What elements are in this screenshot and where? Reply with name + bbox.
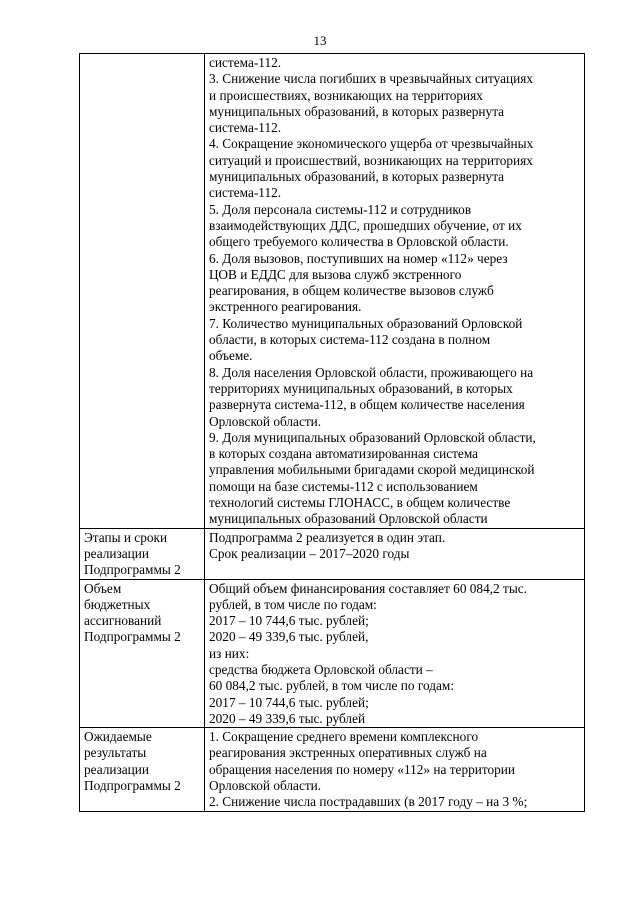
content-line: из них: bbox=[209, 645, 250, 661]
content-line: реагирования экстренных оперативных служб на bbox=[209, 745, 487, 761]
table-row bbox=[80, 728, 585, 811]
content-line: управления мобильными бригадами скорой медицинской bbox=[209, 462, 535, 478]
content-line: ЦОВ и ЕДДС для вызова служб экстренного bbox=[209, 266, 462, 282]
content-line: территориях муниципальных образований, в которых bbox=[209, 380, 513, 396]
label-line: ассигнований bbox=[84, 613, 162, 629]
content-line: 2020 – 49 339,6 тыс. рублей bbox=[209, 710, 366, 726]
table-row bbox=[80, 54, 585, 529]
label-line: Подпрограммы 2 bbox=[84, 562, 181, 578]
label-line: бюджетных bbox=[84, 596, 151, 612]
content-line: области, в которых система-112 создана в полном bbox=[209, 332, 491, 348]
label-line: Объем bbox=[84, 580, 122, 596]
content-line: 4. Сокращение экономического ущерба от чрезвычайных bbox=[209, 136, 534, 152]
content-line: реагирования, в общем количестве вызовов служб bbox=[209, 283, 494, 299]
content-line: технологий системы ГЛОНАСС, в общем количестве bbox=[209, 495, 511, 511]
content-line: экстренного реагирования. bbox=[209, 299, 362, 315]
label-line: Этапы и сроки bbox=[84, 529, 168, 545]
content-line: Срок реализации – 2017–2020 годы bbox=[209, 545, 410, 561]
content-line bbox=[209, 562, 581, 578]
content-line: 9. Доля муниципальных образований Орловской области, bbox=[209, 429, 536, 445]
row-content-cell bbox=[205, 728, 585, 811]
row-content-cell bbox=[205, 528, 585, 579]
content-line: Орловской области. bbox=[209, 413, 322, 429]
content-line: 2017 – 10 744,6 тыс. рублей; bbox=[209, 694, 369, 710]
content-line: обращения населения по номеру «112» на территории bbox=[209, 761, 516, 777]
row-label-cell bbox=[80, 728, 205, 811]
label-line: реализации bbox=[84, 545, 149, 561]
label-line: Подпрограммы 2 bbox=[84, 629, 181, 645]
content-line: 2017 – 10 744,6 тыс. рублей; bbox=[209, 613, 369, 629]
content-line: средства бюджета Орловской области – bbox=[209, 661, 433, 677]
content-line: Орловской области. bbox=[209, 778, 322, 794]
table-row bbox=[80, 528, 585, 579]
row-content-cell bbox=[205, 54, 585, 529]
content-line: муниципальных образований Орловской области bbox=[209, 511, 488, 527]
content-line: 1. Сокращение среднего времени комплексного bbox=[209, 729, 479, 745]
content-line: общего требуемого количества в Орловской области. bbox=[209, 234, 509, 250]
content-line: система-112. bbox=[209, 55, 282, 70]
row-label-cell bbox=[80, 54, 205, 529]
content-line: развернута система-112, в общем количестве населения bbox=[209, 397, 525, 413]
content-line: помощи на базе системы-112 с использованием bbox=[209, 478, 478, 494]
content-line: Общий объем финансирования составляет 60 084,2 тыс. bbox=[209, 580, 528, 596]
table-row bbox=[80, 579, 585, 728]
content-line: 7. Количество муниципальных образований Орловской bbox=[209, 315, 523, 331]
row-content-cell bbox=[205, 579, 585, 728]
content-line: система-112. bbox=[209, 120, 282, 136]
label-line: реализации bbox=[84, 761, 149, 777]
program-passport-table bbox=[79, 53, 585, 812]
content-line: 3. Снижение числа погибших в чрезвычайных ситуациях bbox=[209, 71, 533, 87]
row-label-cell bbox=[80, 528, 205, 579]
content-line: рублей, в том числе по годам: bbox=[209, 596, 377, 612]
content-line: ситуаций и происшествий, возникающих на территориях bbox=[209, 152, 533, 168]
content-line: 60 084,2 тыс. рублей, в том числе по годам: bbox=[209, 678, 455, 694]
content-line: система-112. bbox=[209, 185, 282, 201]
content-line: Подпрограмма 2 реализуется в один этап. bbox=[209, 529, 446, 545]
label-line: Ожидаемые bbox=[84, 729, 152, 745]
content-line: объеме. bbox=[209, 348, 253, 364]
row-label-cell bbox=[80, 579, 205, 728]
content-line: 8. Доля населения Орловской области, проживающего на bbox=[209, 364, 534, 380]
content-line: 2020 – 49 339,6 тыс. рублей, bbox=[209, 629, 369, 645]
content-line: муниципальных образований, в которых развернута bbox=[209, 169, 505, 185]
content-line: 6. Доля вызовов, поступивших на номер «112» через bbox=[209, 250, 508, 266]
content-line: 2. Снижение числа пострадавших (в 2017 году – на 3 %; bbox=[209, 794, 528, 810]
label-line: Подпрограммы 2 bbox=[84, 778, 181, 794]
content-line: 5. Доля персонала системы-112 и сотрудников bbox=[209, 201, 472, 217]
content-line: в которых создана автоматизированная система bbox=[209, 446, 479, 462]
label-line: результаты bbox=[84, 745, 147, 761]
content-line: взаимодействующих ДДС, прошедших обучение, от их bbox=[209, 217, 522, 233]
page-number: 13 bbox=[313, 33, 327, 48]
content-line: муниципальных образований, в которых развернута bbox=[209, 103, 505, 119]
content-line: и происшествиях, возникающих на территориях bbox=[209, 87, 483, 103]
